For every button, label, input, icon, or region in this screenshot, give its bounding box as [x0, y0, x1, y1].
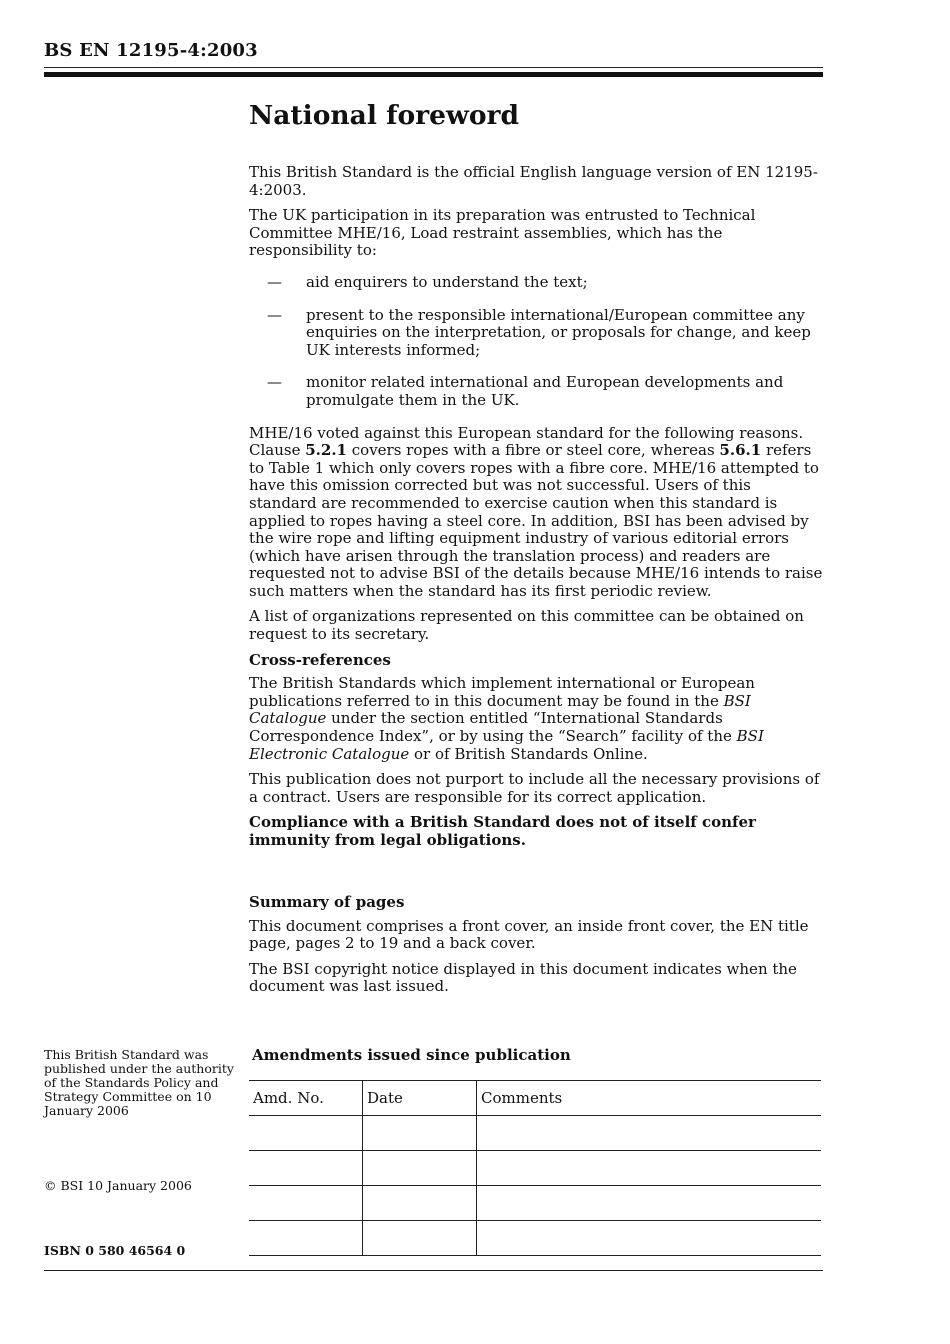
table-cell — [363, 1186, 477, 1221]
table-cell — [249, 1151, 363, 1186]
summary-paragraph-2: The BSI copyright notice displayed in this document indicates when the document was last issued. — [249, 959, 797, 996]
table-cell — [363, 1151, 477, 1186]
cross-references-heading: Cross-references — [249, 650, 391, 669]
table-cell — [363, 1116, 477, 1151]
bsi-electronic-catalogue-title: BSI Electronic Catalogue — [249, 727, 764, 763]
summary-section — [249, 894, 823, 1004]
vote-text-3: refers to Table 1 which only covers ropes with a fibre core. MHE/16 attempted to have this omission corrected but was not successful. Users of this standard are recommended to exercise caution when this standard is applied to ropes having a steel core. In addition, BSI has been advised by the wire rope and lifting equipment industry of various editorial errors (which have arisen through the translation process) and readers are requested not to advise BSI of the details because MHE/16 intends to raise such matters when the standard has its first periodic review. — [249, 441, 823, 600]
list-item-text: aid enquirers to understand the text; — [306, 272, 588, 291]
clause-ref-5-6-1: 5.6.1 — [719, 441, 762, 460]
list-item — [249, 274, 823, 292]
column-header-comments: Comments — [477, 1081, 822, 1116]
xref-text-3: or of British Standards Online. — [409, 744, 648, 763]
table-cell — [477, 1151, 822, 1186]
organizations-paragraph: A list of organizations represented on this committee can be obtained on request to its secretary. — [249, 607, 804, 644]
vote-text-1: MHE/16 voted against this European standard for the following reasons. Clause — [249, 423, 804, 460]
table-row — [249, 1116, 821, 1151]
table-cell — [477, 1221, 822, 1256]
table-row — [249, 1221, 821, 1256]
xref-text-2: under the section entitled “International Standards Correspondence Index”, or by using the “Search” facility of the — [249, 709, 737, 746]
xref-text-1: The British Standards which implement international or European publications referred to in this document may be found in the — [249, 674, 755, 710]
column-header-amd-no: Amd. No. — [249, 1081, 363, 1116]
bsi-catalogue-title: BSI Catalogue — [249, 691, 751, 728]
page-title: National foreword — [249, 100, 519, 131]
list-item — [249, 374, 823, 409]
amendments-title: Amendments issued since publication — [252, 1046, 571, 1064]
summary-paragraph-1: This document comprises a front cover, an inside front cover, the EN title page, pages 2 to 19 and a back cover. — [249, 916, 809, 953]
intro-paragraph-2: The UK participation in its preparation was entrusted to Technical Committee MHE/16, Load restraint assemblies, which has the responsibility to: — [249, 206, 756, 260]
amendments-table — [249, 1080, 821, 1256]
vote-paragraph — [249, 425, 823, 601]
list-item-text: present to the responsible international/European committee any enquiries on the interpretation, or proposals for change, and keep UK interests informed; — [306, 305, 811, 359]
table-cell — [477, 1186, 822, 1221]
isbn: ISBN 0 580 46564 0 — [44, 1243, 186, 1258]
list-item-text: monitor related international and European developments and promulgate them in the UK. — [306, 373, 784, 409]
dash-bullet: — — [267, 373, 282, 392]
table-cell — [249, 1116, 363, 1151]
summary-heading: Summary of pages — [249, 893, 405, 911]
header-rule-thin — [44, 67, 823, 68]
cross-references-paragraph — [249, 675, 823, 763]
main-content — [249, 164, 823, 858]
clause-ref-5-2-1: 5.2.1 — [305, 441, 347, 460]
list-item — [249, 307, 823, 360]
table-cell — [363, 1221, 477, 1256]
table-row — [249, 1186, 821, 1221]
table-header-row — [249, 1081, 821, 1116]
publication-note: This British Standard was published under the authority of the Standards Policy and Strategy Committee on 10 January 2006 — [44, 1047, 234, 1118]
contract-note: This publication does not purport to include all the necessary provisions of a contract. Users are responsible for its correct application. — [249, 770, 820, 806]
dash-bullet: — — [267, 272, 282, 291]
intro-paragraph-1: This British Standard is the official English language version of EN 12195-4:2003. — [249, 163, 818, 199]
responsibility-list — [249, 274, 823, 410]
document-number: BS EN 12195-4:2003 — [44, 40, 258, 61]
header-rule-thick — [44, 72, 823, 77]
table-row — [249, 1151, 821, 1186]
column-header-date: Date — [363, 1081, 477, 1116]
copyright-note: © BSI 10 January 2006 — [44, 1178, 192, 1193]
dash-bullet: — — [267, 305, 282, 324]
compliance-statement: Compliance with a British Standard does not of itself confer immunity from legal obligations. — [249, 813, 756, 849]
table-cell — [477, 1116, 822, 1151]
table-cell — [249, 1221, 363, 1256]
table-cell — [249, 1186, 363, 1221]
vote-text-2: covers ropes with a fibre or steel core, whereas — [347, 441, 720, 460]
footer-rule — [44, 1270, 823, 1271]
